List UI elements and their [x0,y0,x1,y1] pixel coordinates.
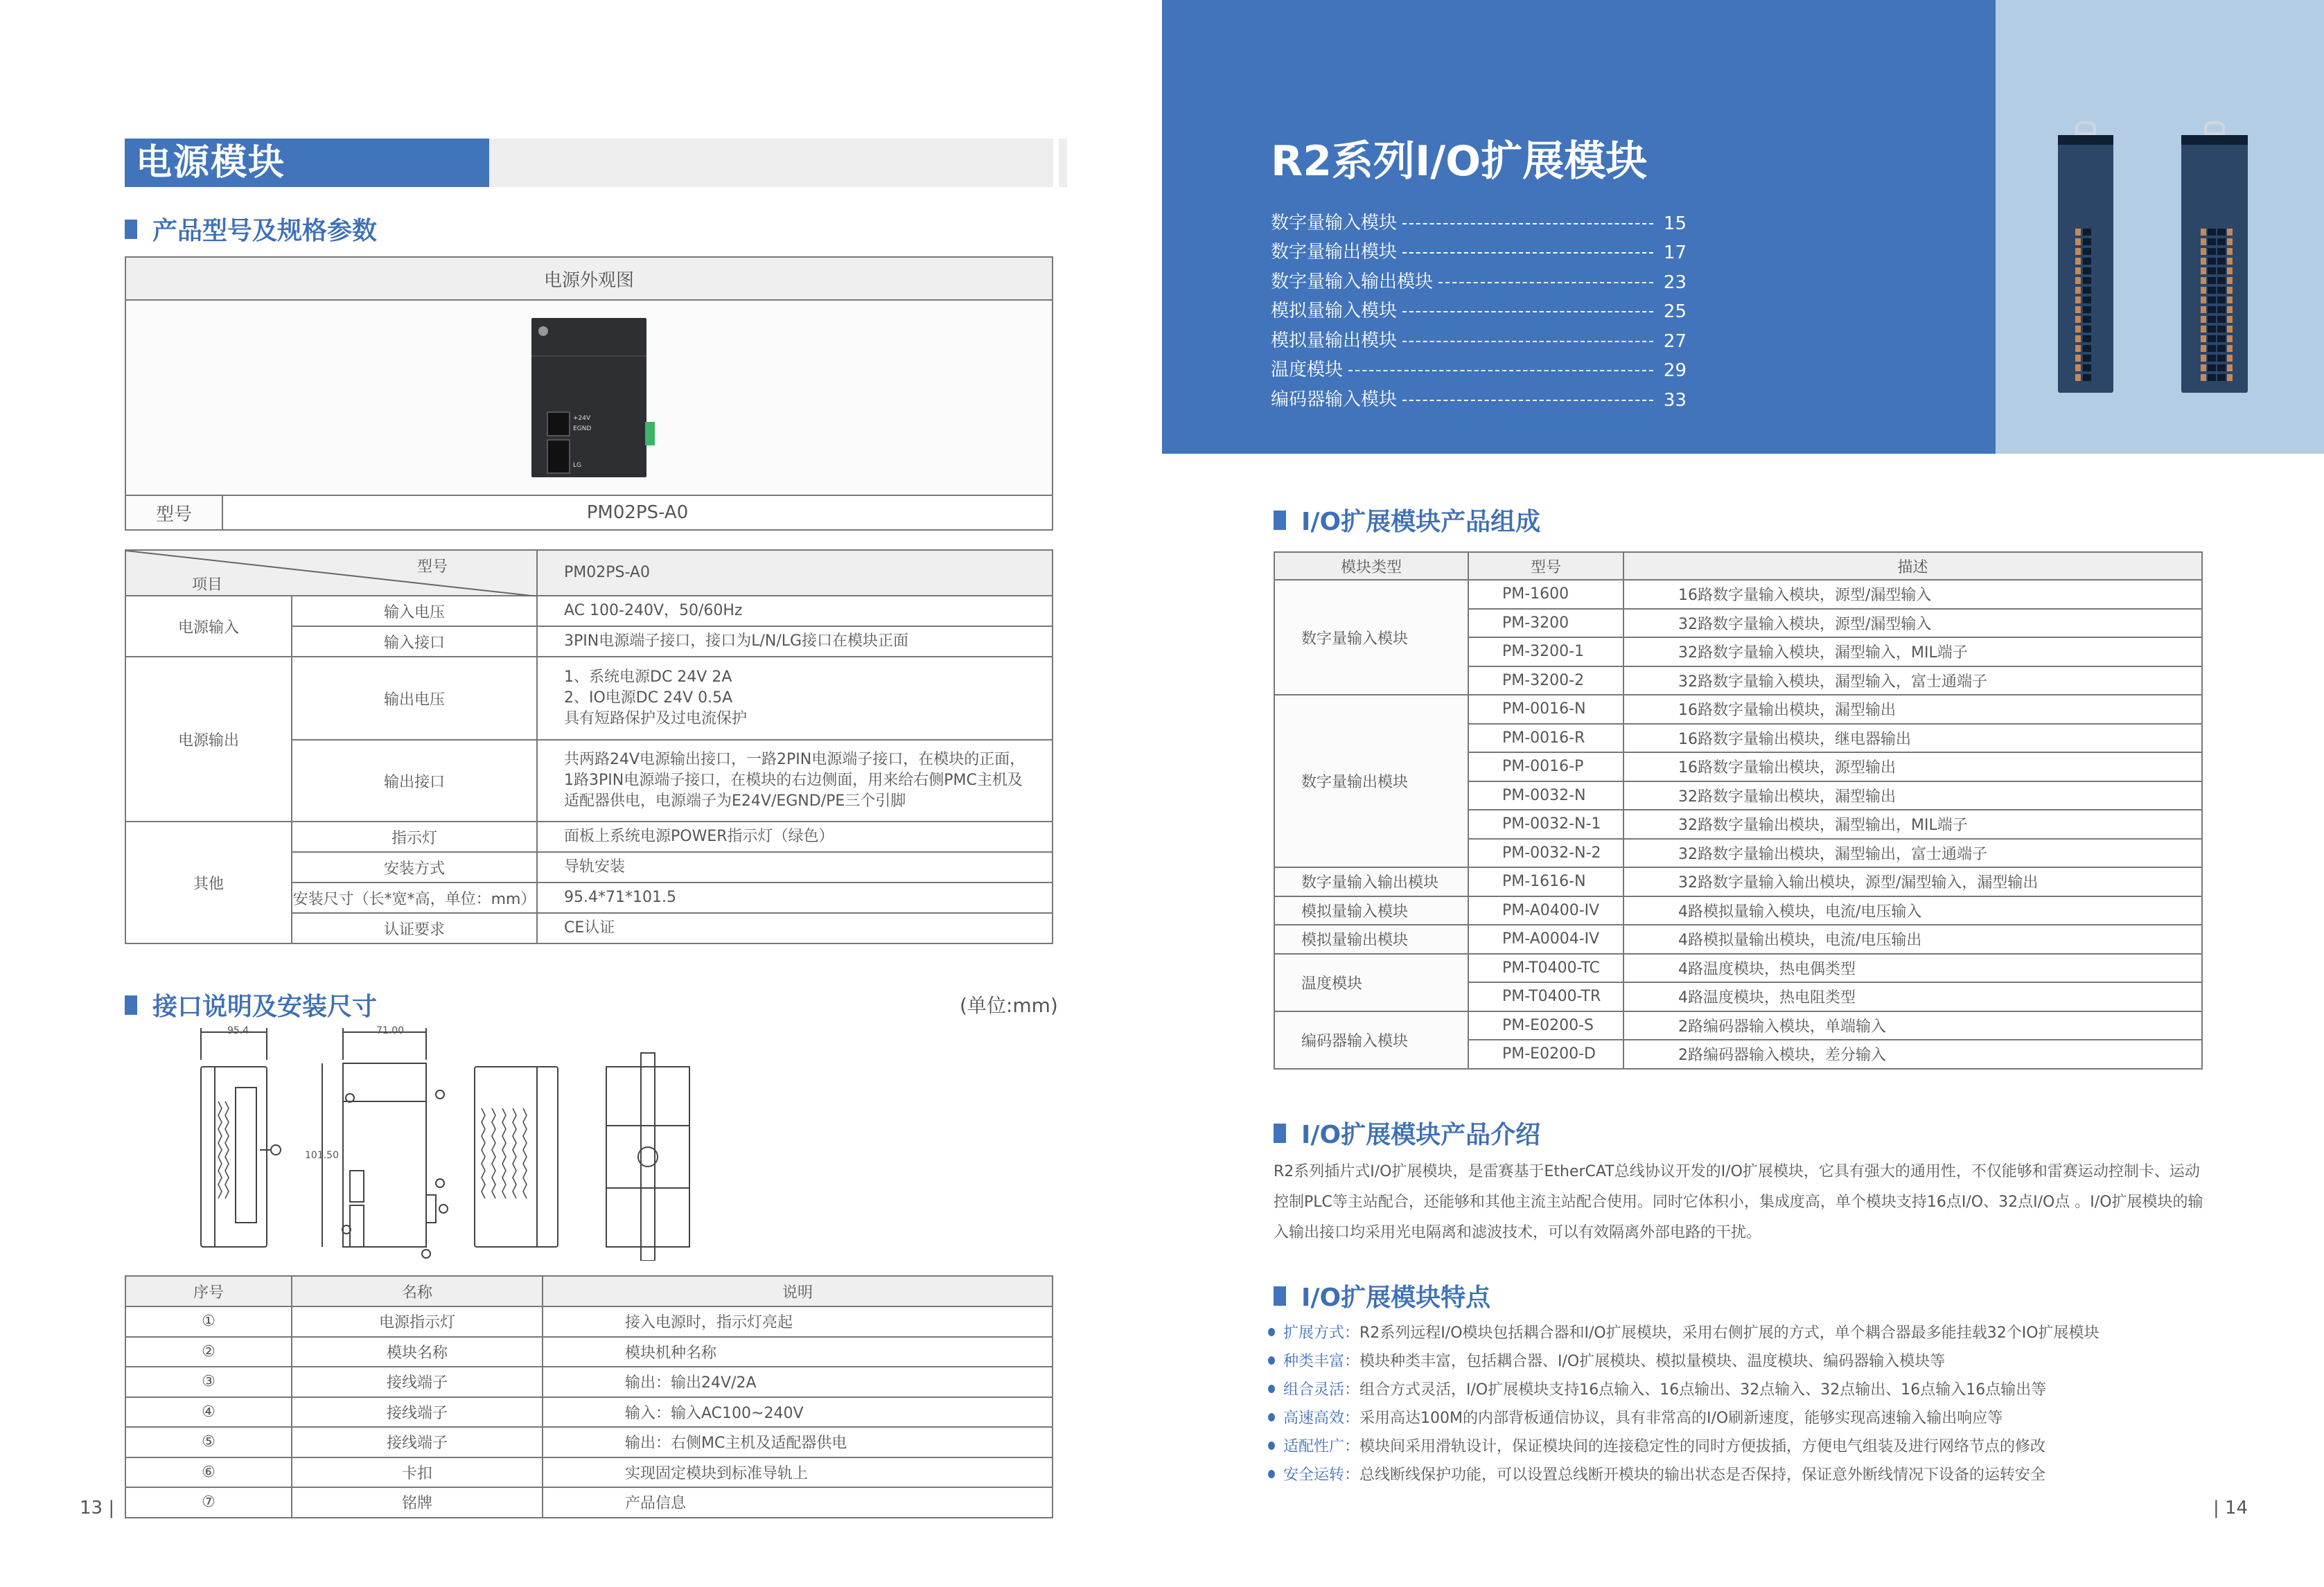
section-heading-composition [1274,502,1540,538]
module-type: 编码器输入模块 [1274,1011,1468,1069]
spec-line: 1、系统电源DC 24V 2A [564,668,732,686]
toc-page: 27 [1663,330,1687,352]
col-header: 型号 [1468,552,1623,580]
toc-page: 15 [1663,213,1687,234]
section-title: I/O扩展模块特点 [1301,1284,1491,1312]
title-bar-tail [1059,139,1067,187]
leader-dashes [1438,282,1653,283]
bullet-icon [1268,1413,1275,1421]
interface-legend-table [125,1275,1053,1518]
dim-height: 101.50 [305,1150,339,1161]
toc-label: 数字量输入输出模块 [1271,271,1434,292]
spec-value [537,657,1053,740]
col-header: 说明 [543,1276,1053,1306]
appearance-table [125,256,1053,531]
model: PM-E0200-S [1468,1011,1623,1040]
toc-item[interactable] [1271,263,1687,293]
description: 16路数字量输出模块，源型输出 [1623,752,2202,781]
row-desc: 输出：输出24V/2A [543,1367,1053,1397]
model-value: PM02PS-A0 [222,495,1053,530]
hero-banner [1162,0,1996,454]
power-supply-image [531,318,646,477]
feature-key: 种类丰富： [1283,1353,1360,1370]
toc-item[interactable] [1271,381,1687,411]
corner-top-label: 型号 [417,558,448,576]
toc-label: 模拟量输入模块 [1271,301,1398,321]
model: PM-T0400-TC [1468,954,1623,983]
input-connector [547,439,570,474]
square-bullet-icon [1274,1124,1286,1143]
leader-dashes [1402,400,1653,401]
hero-image-panel [1996,0,2324,454]
model: PM-1616-N [1468,867,1623,896]
table-row [125,1487,1053,1518]
group-power-output: 电源输出 [125,657,292,822]
col-header: 名称 [292,1276,543,1306]
row-desc: 产品信息 [543,1487,1053,1518]
row-index: ① [125,1306,292,1337]
leader-dashes [1402,223,1653,224]
row-desc: 输入：输入AC100~240V [543,1397,1053,1428]
toc-page: 25 [1663,301,1687,322]
title-bar [125,139,1053,187]
toc-item[interactable] [1271,204,1687,234]
row-name: 电源指示灯 [292,1306,543,1337]
label-egnd: EGND [573,425,592,432]
model: PM-A0400-IV [1468,896,1623,925]
square-bullet-icon [125,220,137,239]
spec-table [125,549,1053,944]
spec-value: 95.4*71*101.5 [537,883,1053,913]
row-index: ⑥ [125,1457,292,1488]
bullet-icon [1268,1328,1275,1336]
toc-label: 数字量输出模块 [1271,242,1398,263]
terminal-strip [2227,229,2233,381]
bullet-icon [1268,1470,1275,1478]
toc-label: 温度模块 [1271,360,1344,380]
spec-value [537,740,1053,822]
spec-value: CE认证 [537,913,1053,943]
row-index: ⑦ [125,1487,292,1518]
table-row [1274,867,2202,896]
module-image-pm1600 [2058,135,2113,393]
row-desc: 接入电源时，指示灯亮起 [543,1306,1053,1337]
model: PM-1600 [1468,580,1623,609]
model: PM-3200 [1468,609,1623,638]
dim-depth: 71.00 [376,1025,405,1036]
description: 2路编码器输入模块，单端输入 [1623,1011,2202,1040]
spec-line: 共两路24V电源输出接口，一路2PIN电源端子接口，在模块的正面， [564,751,1025,768]
feature-item [1268,1346,2210,1374]
row-index: ③ [125,1367,292,1397]
toc-item[interactable] [1271,352,1687,382]
spec-value: 面板上系统电源POWER指示灯（绿色） [537,822,1053,852]
row-name: 卡扣 [292,1457,543,1488]
description: 32路数字量输入输出模块，源型/漏型输入，漏型输出 [1623,867,2202,896]
bullet-icon [1268,1356,1275,1365]
product-image-cell [125,300,1053,495]
table-row [1274,925,2202,954]
description: 4路模拟量输出模块，电流/电压输出 [1623,925,2202,954]
description: 32路数字量输出模块，漏型输出 [1623,781,2202,810]
toc-item[interactable] [1271,234,1687,264]
features-list [1268,1318,2210,1488]
feature-item [1268,1431,2210,1460]
description: 32路数字量输出模块，漏型输出，MIL端子 [1623,810,2202,839]
leader-dashes [1348,370,1653,371]
model: PM-0016-N [1468,695,1623,724]
feature-text: 采用高达100M的内部背板通信协议，具有非常高的I/O刷新速度，能够实现高速输入输出响应等 [1359,1410,2003,1427]
spec-item: 认证要求 [292,913,537,943]
page-number: 13 | [80,1498,115,1518]
toc-label: 模拟量输出模块 [1271,330,1398,351]
feature-text: 模块间采用滑轨设计，保证模块间的连接稳定性的同时方便拔插，方便电气组装及进行网络节点的修改 [1359,1438,2046,1455]
leader-dashes [1402,341,1653,342]
row-desc: 实现固定模块到标准导轨上 [543,1457,1053,1488]
table-row [1274,695,2202,724]
feature-text: 模块种类丰富，包括耦合器、I/O扩展模块、模拟量模块、温度模块、编码器输入模块等 [1359,1353,1946,1370]
square-bullet-icon [1274,511,1286,530]
group-other: 其他 [125,822,292,943]
bullet-icon [1268,1385,1275,1393]
description: 16路数字量输入模块，源型/漏型输入 [1623,580,2202,609]
feature-text: 总线断线保护功能，可以设置总线断开模块的输出状态是否保持，保证意外断线情况下设备的运转安全 [1359,1466,2046,1484]
label-lg: LG [573,462,581,469]
module-type: 数字量输出模块 [1274,695,1468,867]
table-row [125,1457,1053,1488]
module-type: 数字量输入模块 [1274,580,1468,695]
intro-paragraph: R2系列插片式I/O扩展模块，是雷赛基于EtherCAT总线协议开发的I/O扩展模块，它具有强大的通用性，不仅能够和雷赛运动控制卡、运动控制PLC等主站配合，还能够和其他主流主站配合使用。同时它体积小，集成度高，单个模块支持16点I/O、32点I/O点 。I/O扩展模块的输入输出接口均采用光电隔离和滤波技术，可以有效隔离外部电路的干扰。 [1274,1163,2203,1241]
feature-key: 组合灵活： [1283,1381,1360,1399]
toc-label: 编码器输入模块 [1271,389,1398,410]
spec-value: 导轨安装 [537,852,1053,883]
page-number: | 14 [2213,1498,2248,1518]
description: 32路数字量输入模块，源型/漏型输入 [1623,609,2202,638]
table-row [1274,896,2202,925]
spec-line: 1路3PIN电源端子接口，在模块的右边侧面，用来给右侧PMC主机及 [564,772,1023,789]
section-title: 接口说明及安装尺寸 [152,993,378,1021]
diagonal-line [126,551,538,596]
toc-page: 23 [1663,272,1687,293]
corner-bottom-label: 项目 [192,576,223,594]
drawing-svg [194,1025,970,1261]
spec-item: 指示灯 [292,822,537,852]
spec-value: 3PIN电源端子接口，接口为L/N/LG接口在模块正面 [537,626,1053,657]
spec-value: AC 100-240V，50/60Hz [537,596,1053,626]
toc-page: 33 [1663,389,1687,411]
terminal-holes [2217,229,2226,381]
col-header: 模块类型 [1274,552,1468,580]
feature-text: R2系列远程I/O模块包括耦合器和I/O扩展模块，采用右侧扩展的方式，单个耦合器最多能挂载32个IO扩展模块 [1359,1324,2099,1342]
toc-page: 17 [1663,242,1687,263]
side-terminal [645,422,655,445]
terminal-holes [2208,229,2216,381]
description: 4路温度模块，热电阻类型 [1623,982,2202,1011]
row-desc: 输出：右侧MC主机及适配器供电 [543,1427,1053,1457]
description: 32路数字量输入模块，漏型输入，富士通端子 [1623,666,2202,695]
row-desc: 模块机种名称 [543,1337,1053,1367]
feature-item [1268,1374,2210,1403]
table-row [125,1306,1053,1337]
page-title: R2系列I/O扩展模块 [1271,137,1648,186]
module-image-pm3200 [2181,135,2248,393]
row-name: 铭牌 [292,1487,543,1518]
leader-dashes [1402,311,1653,312]
module-cap [2058,135,2113,145]
description: 32路数字量输入模块，漏型输入，MIL端子 [1623,637,2202,666]
model-label: 型号 [125,495,222,530]
feature-item [1268,1318,2210,1346]
spec-line: 适配器供电，电源端子为E24V/EGND/PE三个引脚 [564,792,906,810]
square-bullet-icon [125,995,137,1015]
module-type: 数字量输入输出模块 [1274,867,1468,896]
rail-clip [2204,121,2225,135]
terminal-holes [2083,229,2091,381]
module-type: 模拟量输出模块 [1274,925,1468,954]
spec-item: 安装方式 [292,852,537,883]
spec-line: 2、IO电源DC 24V 0.5A [564,689,733,707]
section-heading-features [1274,1278,1490,1313]
description: 2路编码器输入模块，差分输入 [1623,1040,2202,1069]
module-type: 模拟量输入模块 [1274,896,1468,925]
section-title: I/O扩展模块产品介绍 [1301,1121,1541,1149]
module-cap [2181,135,2248,145]
corner-header [125,550,537,596]
model: PM-0032-N-2 [1468,839,1623,868]
description: 16路数字量输出模块，继电器输出 [1623,724,2202,753]
appearance-header: 电源外观图 [125,257,1053,300]
bullet-icon [1268,1442,1275,1450]
col-header: 描述 [1623,552,2202,580]
model: PM-0016-P [1468,752,1623,781]
spec-item: 输出电压 [292,657,537,740]
spec-item: 输出接口 [292,740,537,822]
toc-item[interactable] [1271,293,1687,323]
model: PM-T0400-TR [1468,982,1623,1011]
dimension-drawings [194,1025,970,1261]
toc-label: 数字量输入模块 [1271,212,1398,233]
model: PM-0032-N-1 [1468,810,1623,839]
model: PM-3200-2 [1468,666,1623,695]
section-heading-specs [125,211,377,247]
spec-model: PM02PS-A0 [537,550,1053,596]
model: PM-A0004-IV [1468,925,1623,954]
square-bullet-icon [1274,1286,1286,1306]
terminal-strip [2075,229,2081,381]
table-row [125,1367,1053,1397]
row-name: 接线端子 [292,1397,543,1428]
table-row [125,1337,1053,1367]
description: 32路数字量输出模块，漏型输出，富士通端子 [1623,839,2202,868]
panel-divider [531,355,646,357]
table-row [1274,1011,2202,1040]
table-row [125,1427,1053,1457]
toc-page: 29 [1663,360,1687,381]
row-index: ② [125,1337,292,1367]
group-power-input: 电源输入 [125,596,292,657]
table-row [125,1397,1053,1428]
spec-line: 具有短路保护及过电流保护 [564,710,748,727]
section-heading-intro [1274,1115,1540,1151]
spec-item: 输入电压 [292,596,537,626]
leader-dashes [1402,252,1653,254]
feature-key: 适配性广： [1283,1438,1360,1455]
row-index: ⑤ [125,1427,292,1457]
brand-logo-icon [538,326,548,336]
page-title: 电源模块 [125,139,489,187]
output-connector [547,411,570,436]
feature-text: 组合方式灵活，I/O扩展模块支持16点输入、16点输出、32点输入、32点输出、16点输入16点输出等 [1359,1381,2047,1399]
model: PM-3200-1 [1468,637,1623,666]
row-name: 接线端子 [292,1367,543,1397]
feature-item [1268,1460,2210,1488]
description: 4路温度模块，热电偶类型 [1623,954,2202,983]
section-title: 产品型号及规格参数 [152,217,378,245]
table-row [1274,580,2202,609]
row-name: 接线端子 [292,1427,543,1457]
table-of-contents [1271,204,1687,411]
module-type: 温度模块 [1274,954,1468,1011]
spec-item: 输入接口 [292,626,537,657]
section-heading-interface [125,987,377,1022]
unit-note: (单位:mm) [960,994,1058,1017]
label-24v: +24V [573,415,591,422]
section-title: I/O扩展模块产品组成 [1301,508,1541,536]
feature-key: 安全运转： [1283,1466,1360,1484]
table-row [1274,954,2202,983]
spec-item: 安装尺寸（长*宽*高，单位：mm） [292,883,537,913]
row-index: ④ [125,1397,292,1428]
rail-clip [2075,121,2096,135]
terminal-strip [2201,229,2206,381]
feature-key: 扩展方式： [1283,1324,1360,1342]
description: 4路模拟量输入模块，电流/电压输入 [1623,896,2202,925]
composition-table [1274,551,2203,1070]
model: PM-E0200-D [1468,1040,1623,1069]
toc-item[interactable] [1271,322,1687,352]
model: PM-0016-R [1468,724,1623,753]
description: 16路数字量输出模块，漏型输出 [1623,695,2202,724]
model: PM-0032-N [1468,781,1623,810]
row-name: 模块名称 [292,1337,543,1367]
feature-item [1268,1403,2210,1431]
dim-width: 95.4 [227,1025,249,1036]
col-header: 序号 [125,1276,292,1306]
feature-key: 高速高效： [1283,1410,1360,1427]
